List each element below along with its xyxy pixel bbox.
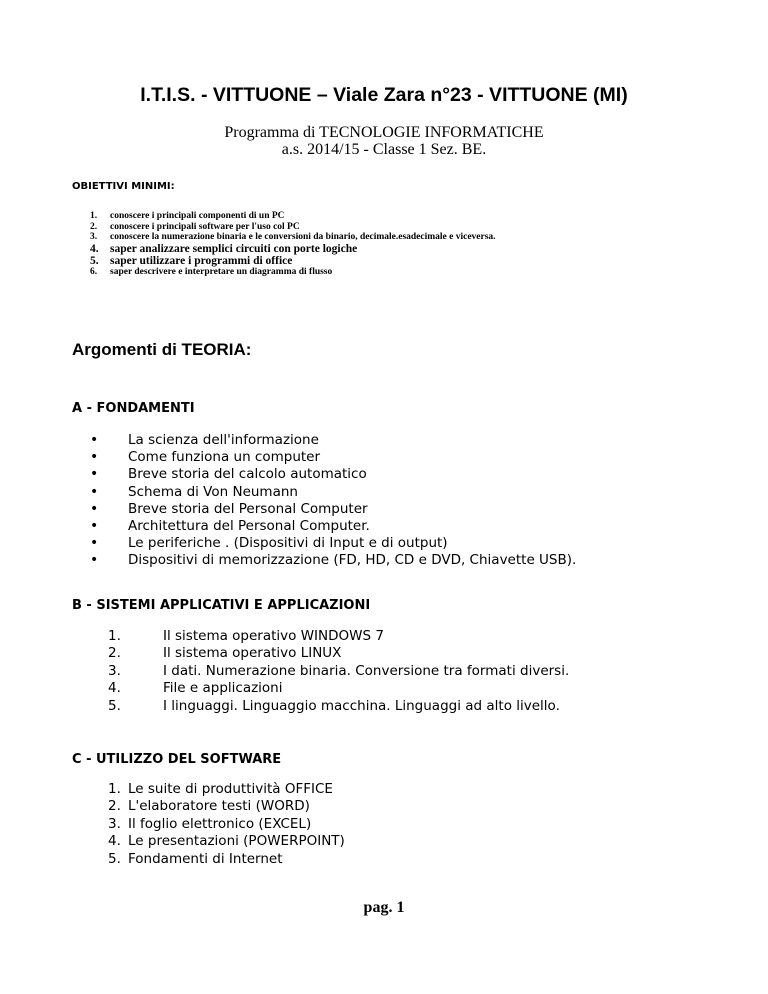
list-item <box>108 663 569 680</box>
bullet-icon: • <box>90 552 99 569</box>
list-item-number: 4. <box>108 833 121 850</box>
objective-number: 2. <box>90 221 98 232</box>
objective-number: 5. <box>90 254 99 267</box>
bullet-icon: • <box>90 449 99 466</box>
list-item <box>108 833 345 850</box>
objective-item <box>90 255 496 267</box>
list-item <box>108 698 569 715</box>
list-item-text: Le suite di produttività OFFICE <box>128 781 333 797</box>
objective-text: saper analizzare semplici circuiti con porte logiche <box>110 242 358 255</box>
list-item-number: 2. <box>108 645 121 662</box>
objectives-heading: OBIETTIVI MINIMI: <box>72 181 175 192</box>
list-item-number: 2. <box>108 798 121 815</box>
bullet-icon: • <box>90 466 99 483</box>
list-item-text: Breve storia del Personal Computer <box>128 500 368 517</box>
objectives-list <box>90 211 496 277</box>
list-item <box>108 628 569 645</box>
page-number: pag. 1 <box>363 899 405 916</box>
list-item <box>90 518 576 535</box>
section-c-list <box>108 781 345 868</box>
list-item-text: Le presentazioni (POWERPOINT) <box>128 833 345 850</box>
list-item-number: 4. <box>108 680 121 697</box>
list-item-text: L'elaboratore testi (WORD) <box>128 798 310 815</box>
document-title: I.T.I.S. - VITTUONE – Viale Zara n°23 - VITTUONE (MI) <box>140 84 628 106</box>
objective-text: saper utilizzare i programmi di office <box>110 254 293 267</box>
section-b-heading: B - SISTEMI APPLICATIVI E APPLICAZIONI <box>72 598 371 613</box>
list-item <box>90 466 576 483</box>
list-item-number: 1. <box>108 781 121 797</box>
school-year-class: a.s. 2014/15 - Classe 1 Sez. BE. <box>281 141 487 158</box>
list-item-number: 5. <box>108 697 121 714</box>
list-item-text: Il foglio elettronico (EXCEL) <box>128 815 312 832</box>
section-a-heading: A - FONDAMENTI <box>72 401 195 416</box>
bullet-icon: • <box>90 483 99 500</box>
list-item <box>108 798 345 815</box>
objective-item <box>90 222 496 233</box>
bullet-icon: • <box>90 535 99 552</box>
section-b-list <box>108 628 569 715</box>
objective-item <box>90 232 496 243</box>
list-item-text: Schema di Von Neumann <box>128 483 298 500</box>
list-item <box>90 432 576 449</box>
objective-text: saper descrivere e interpretare un diagramma di flusso <box>110 266 333 277</box>
list-item-text: La scienza dell'informazione <box>128 432 319 448</box>
objective-number: 3. <box>90 232 98 242</box>
list-item <box>108 645 569 662</box>
objective-item <box>90 243 496 255</box>
section-c-heading: C - UTILIZZO DEL SOFTWARE <box>72 752 282 767</box>
list-item-text: File e applicazioni <box>163 680 283 697</box>
list-item-text: I linguaggi. Linguaggio macchina. Linguaggi ad alto livello. <box>163 697 560 714</box>
list-item-text: I dati. Numerazione binaria. Conversione tra formati diversi. <box>163 662 570 679</box>
list-item <box>108 816 345 833</box>
objective-text: conoscere i principali software per l'uso col PC <box>110 221 300 232</box>
section-a-list <box>90 432 576 570</box>
list-item-text: Architettura del Personal Computer. <box>128 517 370 534</box>
list-item <box>108 680 569 697</box>
theory-heading: Argomenti di TEORIA: <box>72 340 252 359</box>
list-item <box>90 484 576 501</box>
list-item-text: Il sistema operativo WINDOWS 7 <box>163 628 384 644</box>
objective-item <box>90 211 496 222</box>
bullet-icon: • <box>90 517 99 534</box>
list-item-text: Le periferiche . (Dispositivi di Input e di output) <box>128 535 448 552</box>
objective-text: conoscere i principali componenti di un PC <box>110 211 285 221</box>
program-subtitle: Programma di TECNOLOGIE INFORMATICHE <box>224 124 544 141</box>
bullet-icon: • <box>90 500 99 517</box>
list-item <box>90 501 576 518</box>
list-item-text: Come funziona un computer <box>128 449 321 466</box>
list-item-text: Dispositivi di memorizzazione (FD, HD, CD e DVD, Chiavette USB). <box>128 552 577 569</box>
list-item-number: 3. <box>108 662 121 679</box>
list-item-number: 3. <box>108 815 121 832</box>
list-item-text: Il sistema operativo LINUX <box>163 645 342 662</box>
list-item <box>90 449 576 466</box>
list-item-number: 1. <box>108 628 121 644</box>
list-item-text: Breve storia del calcolo automatico <box>128 466 367 483</box>
list-item <box>108 851 345 868</box>
list-item-text: Fondamenti di Internet <box>128 850 283 867</box>
list-item <box>90 535 576 552</box>
list-item <box>90 552 576 569</box>
objective-number: 4. <box>90 242 99 255</box>
bullet-icon: • <box>90 432 99 448</box>
list-item <box>108 781 345 798</box>
objective-number: 1. <box>90 211 98 221</box>
objective-item <box>90 267 496 278</box>
list-item-number: 5. <box>108 850 121 867</box>
objective-number: 6. <box>90 266 98 277</box>
objective-text: conoscere la numerazione binaria e le conversioni da binario, decimale.esadecimale e viceversa. <box>110 232 496 242</box>
